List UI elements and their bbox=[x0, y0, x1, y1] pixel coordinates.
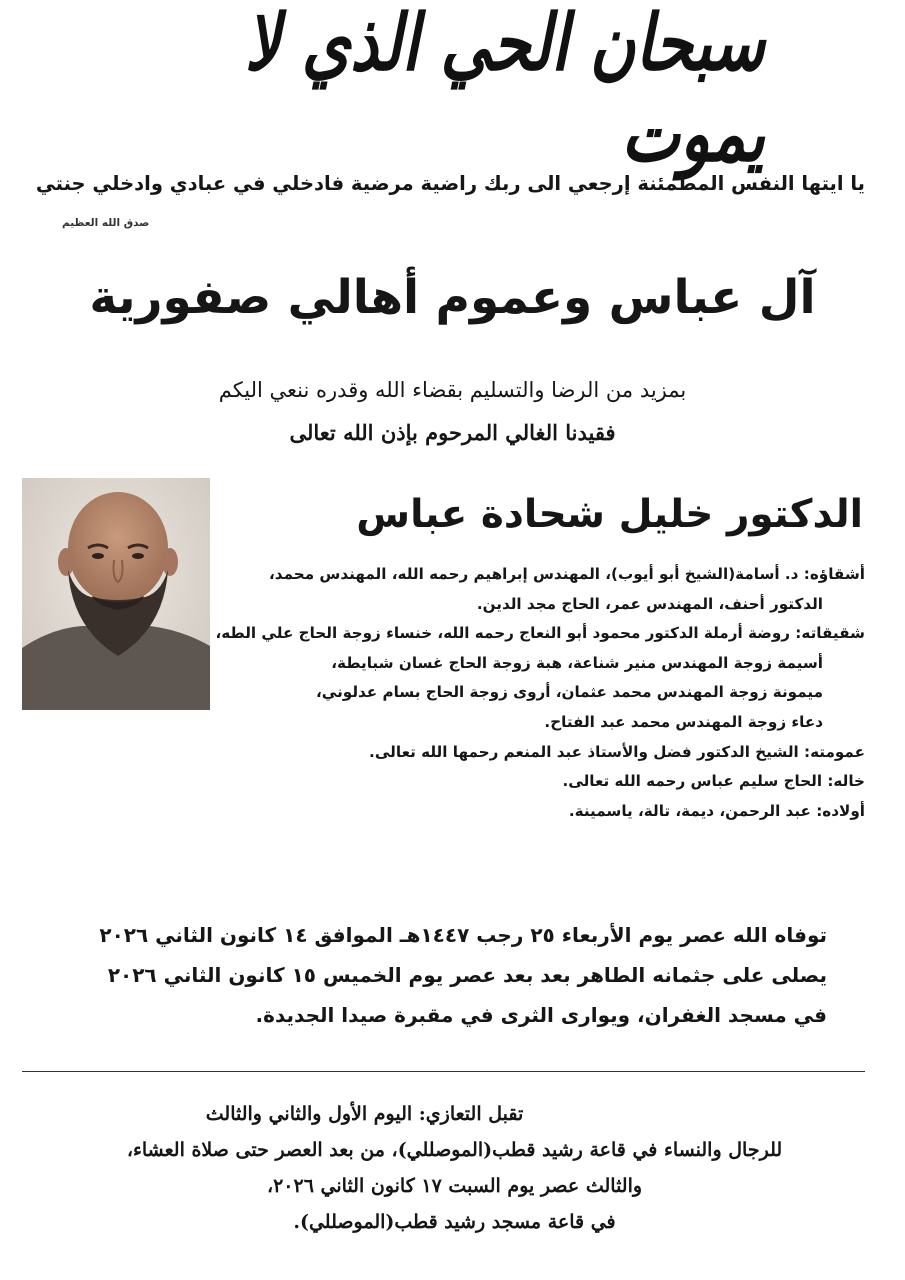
family-title: آل عباس وعموم أهالي صفورية bbox=[89, 270, 816, 325]
header-calligraphy: سبحان الحي الذي لا يموت bbox=[244, 0, 765, 179]
relatives-line: الدكتور أحنف، المهندس عمر، الحاج مجد الدين. bbox=[476, 594, 823, 613]
relatives-line: أولاده: عبد الرحمن، ديمة، تالة، ياسمينة. bbox=[568, 801, 865, 820]
relatives-line: أسيمة زوجة المهندس منير شناعة، هبة زوجة الحاج غسان شبايطة، bbox=[331, 653, 823, 672]
relatives-line: خاله: الحاج سليم عباس رحمه الله تعالى. bbox=[562, 772, 865, 791]
deceased-photo bbox=[22, 478, 210, 710]
deceased-name: الدكتور خليل شحادة عباس bbox=[356, 492, 863, 537]
condolence-line: تقبل التعازي: اليوم الأول والثاني والثالث bbox=[205, 1103, 524, 1125]
section-divider bbox=[22, 1071, 865, 1072]
relatives-line: دعاء زوجة المهندس محمد عبد الفتاح. bbox=[544, 712, 823, 731]
announcement-line: في مسجد الغفران، ويوارى الثرى في مقبرة صيدا الجديدة. bbox=[255, 1003, 827, 1027]
relatives-list bbox=[210, 560, 865, 826]
relatives-line: ميمونة زوجة المهندس محمد عثمان، أروى زوجة الحاج بسام عدلوني، bbox=[315, 683, 823, 702]
condolence-details bbox=[52, 1096, 857, 1240]
condolence-line: والثالث عصر يوم السبت ١٧ كانون الثاني ٢٠٢٦، bbox=[266, 1175, 643, 1197]
death-announcement bbox=[67, 915, 827, 1035]
verse-source: صدق الله العظيم bbox=[62, 217, 150, 229]
relatives-line: شقيقاته: روضة أرملة الدكتور محمود أبو النعاج رحمه الله، خنساء زوجة الحاج علي الطه، bbox=[215, 624, 865, 643]
quran-verse: يا ايتها النفس المطمئنة إرجعي الى ربك راضية مرضية فادخلي في عبادي وادخلي جنتي bbox=[35, 172, 865, 195]
condolence-line: في قاعة مسجد رشيد قطب(الموصللي). bbox=[293, 1211, 616, 1233]
announcement-line: توفاه الله عصر يوم الأربعاء ٢٥ رجب ١٤٤٧هـ الموافق ١٤ كانون الثاني ٢٠٢٦ bbox=[99, 923, 827, 947]
relatives-line: عمومته: الشيخ الدكتور فضل والأستاذ عبد المنعم رحمها الله تعالى. bbox=[369, 742, 865, 761]
announcement-line: يصلى على جثمانه الطاهر بعد بعد عصر يوم الخميس ١٥ كانون الثاني ٢٠٢٦ bbox=[107, 963, 827, 987]
condolence-line: للرجال والنساء في قاعة رشيد قطب(الموصللي)، من بعد العصر حتى صلاة العشاء، bbox=[126, 1139, 783, 1161]
intro-line-2: فقيدنا الغالي المرحوم بإذن الله تعالى bbox=[289, 420, 616, 445]
relatives-line: أشقاؤه: د. أسامة(الشيخ أبو أيوب)، المهندس إبراهيم رحمه الله، المهندس محمد، bbox=[269, 565, 865, 583]
intro-line-1: بمزيد من الرضا والتسليم بقضاء الله وقدره ننعي اليكم bbox=[218, 378, 687, 402]
